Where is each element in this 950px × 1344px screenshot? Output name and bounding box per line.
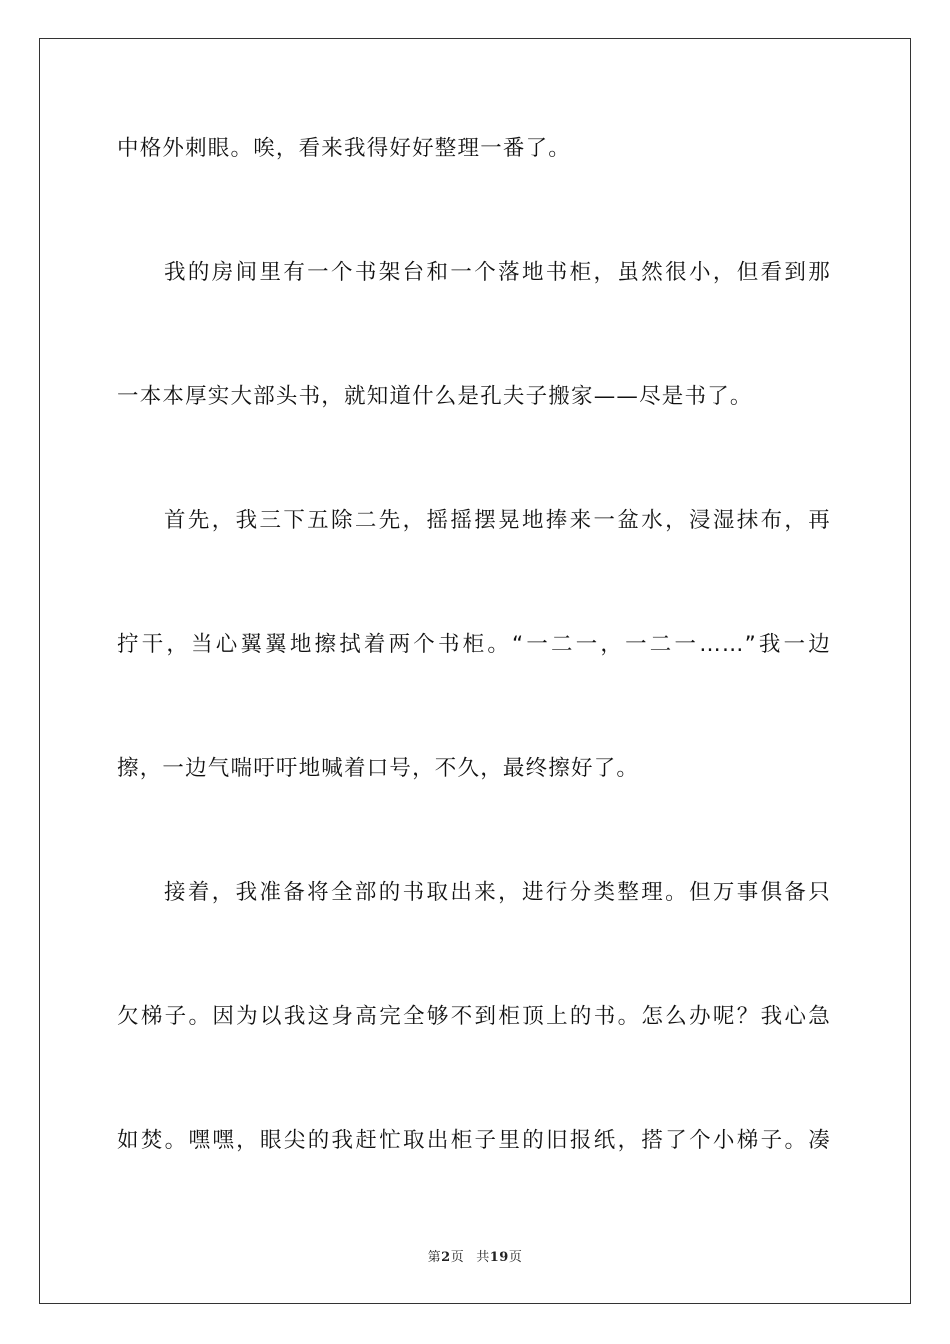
text-line-8: 欠梯子。因为以我这身高完全够不到柜顶上的书。怎么办呢？我心急 [117,1004,831,1029]
footer-total-prefix: 共 [476,1250,490,1265]
footer-total-suffix: 页 [508,1250,523,1265]
footer-page-suffix: 页 [450,1250,465,1265]
text-line-2: 我的房间里有一个书架台和一个落地书柜，虽然很小，但看到那 [164,260,831,285]
document-body [117,132,831,1248]
page-footer [0,1246,950,1265]
text-line-3: 一本本厚实大部头书，就知道什么是孔夫子搬家——尽是书了。 [117,384,753,409]
text-line-6: 擦，一边气喘吁吁地喊着口号，不久，最终擦好了。 [117,756,640,781]
text-line-7: 接着，我准备将全部的书取出来，进行分类整理。但万事俱备只 [164,880,831,905]
text-line-4: 首先，我三下五除二先，摇摇摆晃地捧来一盆水，浸湿抹布，再 [164,508,831,533]
footer-prefix: 第 [427,1250,442,1265]
text-line-9: 如焚。嘿嘿，眼尖的我赶忙取出柜子里的旧报纸，搭了个小梯子。凑 [117,1128,831,1153]
text-line-1: 中格外刺眼。唉，看来我得好好整理一番了。 [117,136,572,161]
footer-page-number: 2 [441,1250,451,1265]
footer-total-pages: 19 [489,1250,509,1265]
text-line-5: 拧干，当心翼翼地擦拭着两个书柜。“一二一，一二一……”我一边 [117,632,831,657]
